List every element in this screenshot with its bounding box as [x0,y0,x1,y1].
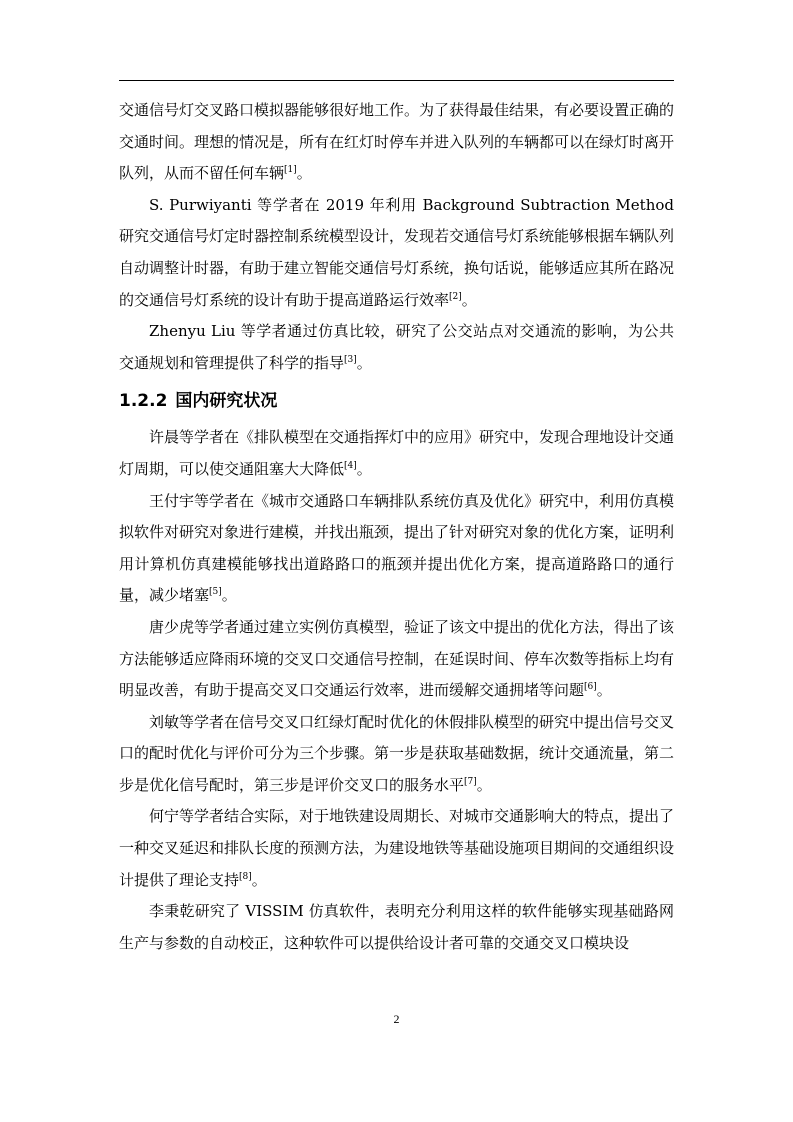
paragraph-7 [119,707,674,802]
citation-ref: [1] [284,165,297,176]
paragraph-end: 。 [356,353,372,372]
citation-ref: [3] [344,354,357,365]
paragraph-end: 。 [461,290,477,309]
paragraph-4 [119,422,674,485]
citation-ref: [4] [344,460,357,471]
paragraph-end: 。 [251,870,267,889]
section-title: 国内研究状况 [175,391,278,412]
paragraph-text: 李秉乾研究了 VISSIM 仿真软件，表明充分利用这样的软件能够实现基础路网生产与参数的自动校正，这种软件可以提供给设计者可靠的交通交叉口模块设 [119,902,674,952]
paragraph-3 [119,316,674,379]
citation-ref: [6] [584,682,597,693]
section-heading [119,384,674,418]
paragraph-text: 交通信号灯交叉路口模拟器能够很好地工作。为了获得最佳结果，有必要设置正确的交通时间。理想的情况是，所有在红灯时停车并进入队列的车辆都可以在绿灯时离开队列，从而不留任何车辆 [119,101,675,183]
paragraph-text: 刘敏等学者在信号交叉口红绿灯配时优化的休假排队模型的研究中提出信号交叉口的配时优化与评价可分为三个步骤。第一步是获取基础数据，统计交通流量，第二步是优化信号配时，第三步是评价交叉口的服务水平 [119,712,675,794]
paragraph-end: 。 [221,586,237,605]
paragraph-end: 。 [356,459,372,478]
paragraph-text: Zhenyu Liu 等学者通过仿真比较，研究了公交站点对交通流的影响，为公共交通规划和管理提供了科学的指导 [119,322,674,372]
header-rule [119,80,674,81]
citation-ref: [7] [464,776,477,787]
section-number: 1.2.2 [119,391,168,412]
paragraph-end: 。 [296,164,312,183]
paragraph-text: 唐少虎等学者通过建立实例仿真模型，验证了该文中提出的优化方法，得出了该方法能够适应降雨环境的交叉口交通信号控制，在延误时间、停车次数等指标上均有明显改善，有助于提高交叉口交通运行效率，进而缓解交通拥堵等问题 [119,617,675,700]
paragraph-text: S. Purwiyanti 等学者在 2019 年利用 Background Subtraction Method 研究交通信号灯定时器控制系统模型设计，发现若交通信号灯系统能够根据车辆队列自动调整计时器，有助于建立智能交通信号灯系统，换句话说，能够适应其所在路况的交通信号灯系统的设计有助于提高道路运行效率 [119,195,675,309]
paragraph-end: 。 [476,775,492,794]
page-number: 2 [393,1012,400,1026]
paragraph-1 [119,95,674,190]
citation-ref: [8] [239,871,252,882]
page-body [119,95,674,959]
paragraph-8 [119,801,674,896]
paragraph-9 [119,896,674,959]
paragraph-text: 许晨等学者在《排队模型在交通指挥灯中的应用》研究中，发现合理地设计交通灯周期，可以使交通阻塞大大降低 [119,428,675,478]
paragraph-6 [119,612,674,707]
paragraph-text: 何宁等学者结合实际，对于地铁建设周期长、对城市交通影响大的特点，提出了一种交叉延迟和排队长度的预测方法，为建设地铁等基础设施项目期间的交通组织设计提供了理论支持 [119,807,675,889]
paragraph-text: 王付宇等学者在《城市交通路口车辆排队系统仿真及优化》研究中，利用仿真模拟软件对研究对象进行建模，并找出瓶颈，提出了针对研究对象的优化方案，证明利用计算机仿真建模能够找出道路路口的瓶颈并提出优化方案，提高道路路口的通行量，减少堵塞 [119,491,675,605]
citation-ref: [2] [449,291,462,302]
citation-ref: [5] [209,587,222,598]
paragraph-2 [119,190,674,316]
paragraph-5 [119,486,674,612]
paragraph-end: 。 [596,681,612,700]
